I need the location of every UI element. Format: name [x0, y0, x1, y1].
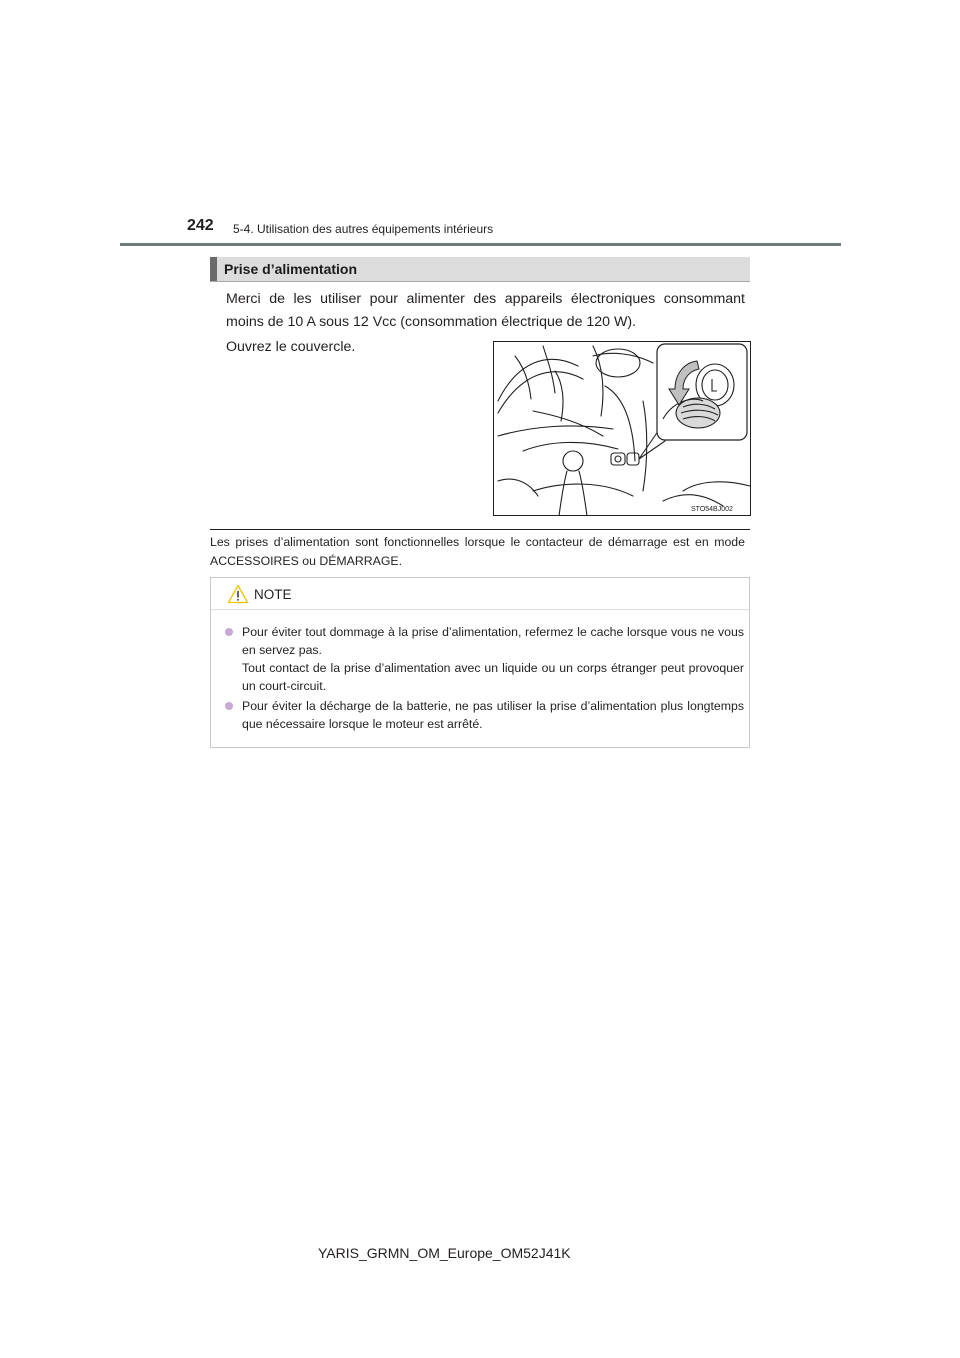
warning-triangle-icon	[227, 584, 249, 609]
page-number: 242	[187, 217, 214, 234]
note-bullet	[225, 697, 744, 733]
running-head: 5-4. Utilisation des autres équipements intérieurs	[233, 222, 494, 236]
section-heading-accent	[210, 257, 217, 281]
bullet-icon	[225, 702, 233, 710]
power-outlet-illustration	[493, 341, 751, 516]
header-rule	[120, 243, 841, 246]
figure-code: STO54BJ002	[691, 506, 733, 513]
note-divider	[210, 529, 750, 530]
note-paragraph: Les prises d’alimentation sont fonctionnelles lorsque le contacteur de démarrage est en mode ACCESSOIRES ou DÉMARRAGE.	[210, 535, 745, 568]
document-id-footer: YARIS_GRMN_OM_Europe_OM52J41K	[318, 1245, 571, 1261]
note-box-header	[211, 578, 749, 610]
intro-paragraph: Merci de les utiliser pour alimenter des appareils électroniques consommant moins de 10 A sous 12 Vcc (consommation électrique de 120 W).	[226, 291, 745, 330]
section-heading-bar	[210, 257, 750, 282]
note-bullet-text: Pour éviter la décharge de la batterie, ne pas utiliser la prise d’alimentation plus longtemps que nécessaire lorsque le moteur est arrêté.	[242, 699, 744, 731]
note-title: NOTE	[254, 587, 292, 602]
note-bullet	[225, 623, 744, 695]
note-bullet-text: Pour éviter tout dommage à la prise d’alimentation, refermez le cache lorsque vous ne vous en servez pas.	[242, 625, 744, 657]
section-title: Prise d’alimentation	[224, 261, 358, 277]
note-bullet-text-continued: Tout contact de la prise d’alimentation avec un liquide ou un corps étranger peut provoquer un court-circuit.	[242, 661, 744, 693]
step-instruction: Ouvrez le couvercle.	[226, 339, 356, 355]
note-box	[210, 577, 750, 748]
bullet-icon	[225, 628, 233, 636]
